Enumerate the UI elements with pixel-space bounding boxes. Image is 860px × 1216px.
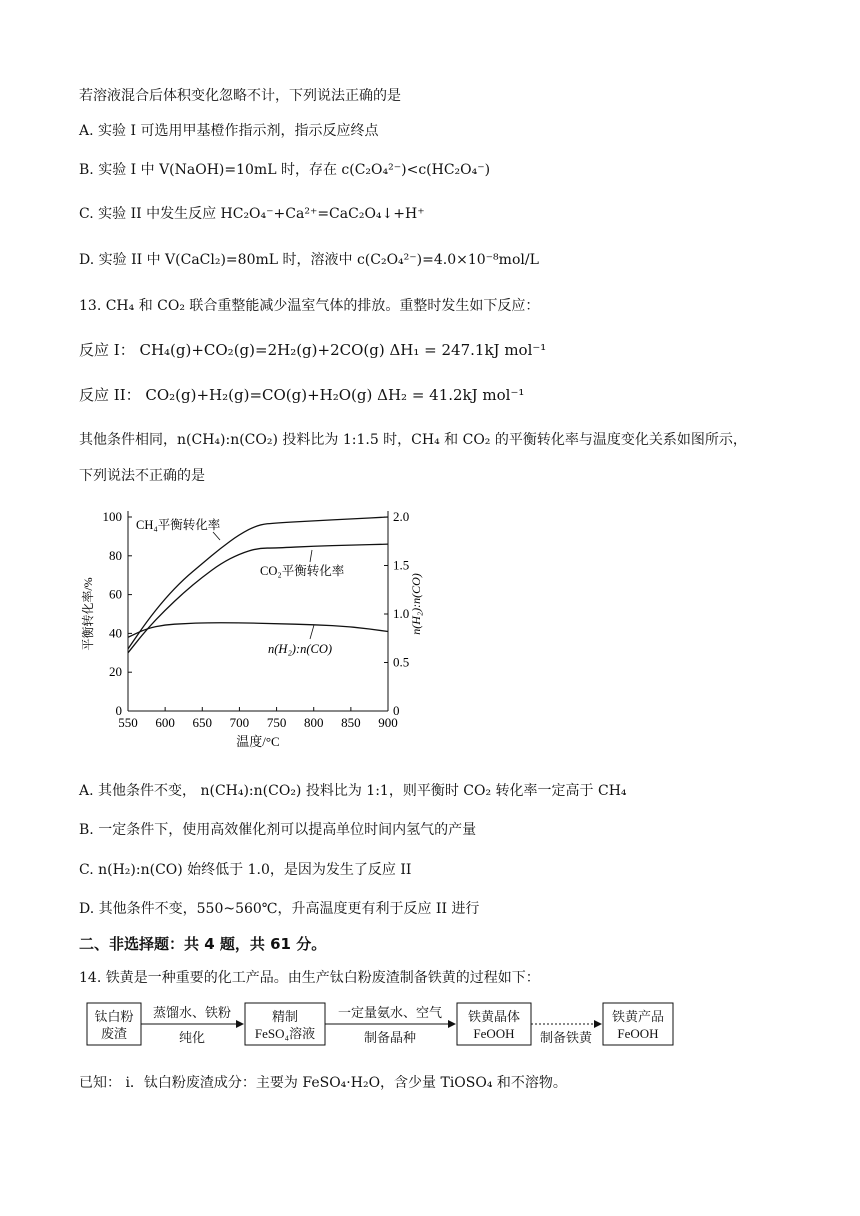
x-tick-label: 850 <box>341 715 361 730</box>
condition-line-2: 下列说法不正确的是 <box>79 468 205 484</box>
series-line-3 <box>128 623 388 638</box>
option-12a: A. 实验 I 可选用甲基橙作指示剂，指示反应终点 <box>79 123 379 139</box>
y-left-tick-label: 60 <box>109 586 122 602</box>
x-tick-label: 900 <box>378 715 398 730</box>
y-axis-right-label: n(H₂):n(CO) <box>409 573 423 635</box>
x-tick-label: 650 <box>192 715 213 730</box>
y-axis-left-label: 平衡转化率/% <box>81 577 95 651</box>
question-14-stem: 14. 铁黄是一种重要的化工产品。由生产钛白粉废渣制备铁黄的过程如下： <box>79 970 540 986</box>
flow-arrow-1-top: 蒸馏水、铁粉 <box>152 1005 232 1020</box>
option-12b: B. 实验 I 中 V(NaOH)=10mL 时，存在 c(C₂O₄²⁻)<c(HC₂O₄⁻) <box>79 162 491 178</box>
option-13a: A. 其他条件不变， n(CH₄):n(CO₂) 投料比为 1:1，则平衡时 CO₂ 转化率一定高于 CH₄ <box>79 783 627 799</box>
y-left-tick-label: 100 <box>102 509 122 524</box>
question-intro: 若溶液混合后体积变化忽略不计，下列说法正确的是 <box>79 88 401 104</box>
x-tick-label: 700 <box>229 715 250 730</box>
flow-box-2-line-1: 精制 <box>271 1009 299 1024</box>
x-tick-label: 550 <box>118 715 138 730</box>
question-13-stem: 13. CH₄ 和 CO₂ 联合重整能减少温室气体的排放。重整时发生如下反应： <box>79 298 540 314</box>
y-right-tick-label: 1.0 <box>393 606 410 621</box>
y-left-tick-label: 80 <box>109 547 122 563</box>
y-left-tick-label: 0 <box>115 703 122 718</box>
series-line-2 <box>128 544 388 653</box>
flow-arrow-2-top: 一定量氨水、空气 <box>337 1005 443 1020</box>
y-left-tick-label: 20 <box>109 664 122 680</box>
y-left-tick-label: 40 <box>109 625 122 641</box>
reaction-2: 反应 II： CO₂(g)+H₂(g)=CO(g)+H₂O(g) ΔH₂ = 41.2kJ mol⁻¹ <box>79 386 525 404</box>
x-tick-label: 800 <box>303 715 324 730</box>
option-13b: B. 一定条件下，使用高效催化剂可以提高单位时间内氢气的产量 <box>79 822 477 838</box>
flow-arrow-3-bottom: 制备铁黄 <box>539 1030 593 1045</box>
series-label-3: n(H₂):n(CO) <box>268 642 333 656</box>
known-info: 已知： i．钛白粉废渣成分：主要为 FeSO₄·H₂O，含少量 TiOSO₄ 和不溶物。 <box>79 1075 567 1091</box>
process-flowchart <box>85 997 685 1057</box>
condition-line-1: 其他条件相同，n(CH₄):n(CO₂) 投料比为 1:1.5 时，CH₄ 和 CO₂ 的平衡转化率与温度变化关系如图所示， <box>79 432 747 448</box>
option-12d: D. 实验 II 中 V(CaCl₂)=80mL 时，溶液中 c(C₂O₄²⁻)=4.0×10⁻⁸mol/L <box>79 252 539 268</box>
flow-arrow-2-bottom: 制备晶种 <box>363 1030 417 1045</box>
x-tick-label: 600 <box>155 715 175 730</box>
series-label-2: CO₂平衡转化率 <box>260 564 345 578</box>
flow-box-3-line-1: 铁黄晶体 <box>467 1009 521 1024</box>
flow-arrow-1-bottom: 纯化 <box>178 1030 206 1045</box>
series-leader-2 <box>310 550 312 562</box>
flow-box-3-line-2: FeOOH <box>473 1026 515 1041</box>
x-tick-label: 750 <box>266 715 287 730</box>
series-leader-1 <box>213 532 220 540</box>
x-axis-label: 温度/°C <box>236 734 280 749</box>
series-label-1: CH₄平衡转化率 <box>136 518 221 532</box>
flow-box-4-line-2: FeOOH <box>617 1026 659 1041</box>
equilibrium-chart <box>70 505 450 755</box>
y-right-tick-label: 0 <box>393 703 400 718</box>
option-12c: C. 实验 II 中发生反应 HC₂O₄⁻+Ca²⁺=CaC₂O₄↓+H⁺ <box>79 206 425 222</box>
flow-box-1-line-1: 钛白粉 <box>94 1009 134 1024</box>
flow-box-2-line-2: FeSO₄溶液 <box>254 1026 316 1041</box>
option-13d: D. 其他条件不变，550~560℃，升高温度更有利于反应 II 进行 <box>79 901 480 917</box>
flow-box-4-line-1: 铁黄产品 <box>611 1009 665 1024</box>
series-leader-3 <box>310 625 314 639</box>
option-13c: C. n(H₂):n(CO) 始终低于 1.0，是因为发生了反应 II <box>79 862 412 878</box>
y-right-tick-label: 2.0 <box>393 509 410 524</box>
reaction-1: 反应 I： CH₄(g)+CO₂(g)=2H₂(g)+2CO(g) ΔH₁ = 247.1kJ mol⁻¹ <box>79 341 547 359</box>
y-right-tick-label: 1.5 <box>393 557 410 573</box>
flow-box-1-line-2: 废渣 <box>100 1026 128 1041</box>
section-heading: 二、非选择题：共 4 题，共 61 分。 <box>79 935 327 953</box>
y-right-tick-label: 0.5 <box>393 654 410 670</box>
series-line-1 <box>128 517 388 649</box>
